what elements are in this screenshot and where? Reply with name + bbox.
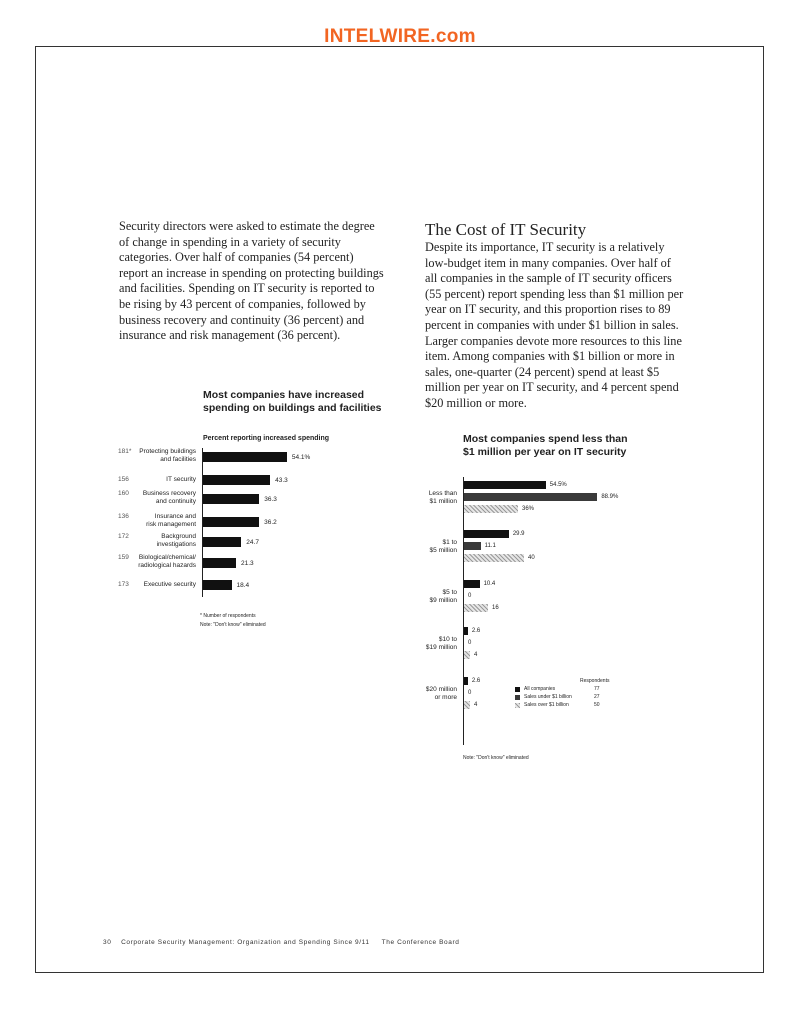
- legend-count-over: 50: [594, 702, 600, 708]
- chart1-respondents: 159: [118, 554, 129, 561]
- legend-header: Respondents: [580, 678, 610, 684]
- chart2-value-label: 0: [468, 593, 472, 599]
- chart1-bar: [203, 580, 232, 590]
- chart1-respondents: 181*: [118, 448, 132, 455]
- chart2-group-line1: $5 to: [442, 589, 457, 596]
- chart2-bar-under: [464, 542, 481, 550]
- chart2-bar-over: [464, 505, 518, 513]
- legend-swatch-under: [515, 695, 520, 700]
- chart1-value-label: 21.3: [241, 560, 254, 567]
- chart1-subtitle: Percent reporting increased spending: [203, 435, 330, 442]
- chart2-value-label: 16: [492, 605, 499, 611]
- section-paragraph: Despite its importance, IT security is a relatively low-budget item in many companies. Over half of all companies in the sample of IT security officers (55 percent) report spending less than $1 million per year on IT security, and this proportion rises to 89 percent in companies with under $1 billion in sales. Larger companies devote more resources to this line item. Among companies with $1 billion or more in sales, one-quarter (24 percent) spend at least $5 million per year on IT security, and 4 percent spend $20 million or more.: [425, 240, 684, 410]
- chart1-respondents: 173: [118, 581, 129, 588]
- chart2-group-line1: $20 million: [425, 686, 457, 693]
- chart1-category-line1: Business recovery: [142, 490, 196, 497]
- chart1-footnote: * Number of respondents: [200, 613, 256, 619]
- chart1-respondents: 160: [118, 490, 129, 497]
- chart2-bar-over: [464, 651, 470, 659]
- chart2-value-label: 2.6: [471, 678, 481, 684]
- chart2-value-label: 10.4: [483, 581, 496, 587]
- footer-book-title: Corporate Security Management: Organization and Spending Since 9/11: [121, 939, 370, 946]
- chart1-bar: [203, 452, 287, 462]
- chart1-value-label: 18.4: [236, 582, 250, 589]
- chart2-title-line2: $1 million per year on IT security: [463, 445, 627, 458]
- chart1-category-line1: Background: [161, 533, 196, 540]
- legend-count-under: 27: [594, 694, 600, 700]
- chart1-respondents: 136: [118, 513, 129, 520]
- chart1-category-label: [130, 448, 196, 464]
- chart1-value-label: 43.3: [275, 477, 288, 484]
- chart1-value-label: 24.7: [246, 539, 259, 546]
- chart1-respondents: 156: [118, 476, 129, 483]
- chart2-group-label: [395, 686, 457, 702]
- chart1-title: [203, 389, 382, 414]
- chart2-title: [463, 433, 628, 458]
- chart2-value-label: 54.5%: [549, 482, 567, 488]
- legend-label-under: Sales under $1 billion: [524, 694, 572, 700]
- chart2-group-label: [395, 490, 457, 506]
- legend-swatch-all: [515, 687, 520, 692]
- chart1-bar: [203, 558, 236, 568]
- page-footer: [103, 939, 459, 946]
- chart1-category-label: [130, 490, 196, 506]
- chart1-category-line2: and continuity: [155, 498, 196, 505]
- chart2-group-label: [395, 539, 457, 555]
- chart2-bar-over: [464, 604, 488, 612]
- footer-page-number: 30: [103, 939, 112, 946]
- legend-item-all: [515, 686, 635, 694]
- site-banner[interactable]: INTELWIRE.com: [324, 26, 476, 47]
- section-heading: The Cost of IT Security: [425, 220, 587, 239]
- chart1-category-line1: Biological/chemical/: [138, 554, 196, 561]
- chart2-note: Note: "Don't know" eliminated: [463, 755, 529, 761]
- legend-label-all: All companies: [524, 686, 556, 692]
- chart2-bar-over: [464, 701, 470, 709]
- chart1-bar: [203, 537, 241, 547]
- footer-publisher: The Conference Board: [381, 939, 460, 946]
- chart2-group-line1: $1 to: [442, 539, 457, 546]
- chart1-notes: [200, 612, 266, 630]
- chart2-value-label: 2.6: [471, 628, 481, 634]
- chart2-value-label: 0: [468, 640, 472, 646]
- chart2-group-line2: $5 million: [429, 547, 457, 554]
- chart1-bar: [203, 494, 259, 504]
- intro-paragraph: Security directors were asked to estimate the degree of change in spending in a variety of security categories. Over half of companies (54 percent) report an increase in spending on protecting buildings and facilities. Spending on IT security is reported to be rising by 43 percent of companies, followed by business recovery and continuity (36 percent) and insurance and risk management (36 percent).: [119, 219, 384, 343]
- chart1-title-line2: spending on buildings and facilities: [203, 401, 382, 414]
- chart2-bar-all: [464, 481, 546, 489]
- chart1-category-label: [130, 476, 196, 484]
- legend-item-under: [515, 694, 635, 702]
- chart1-category-line2: and facilities: [160, 456, 196, 463]
- chart1-category-label: [130, 554, 196, 570]
- chart1-category-label: [130, 513, 196, 529]
- chart1-respondents: 172: [118, 533, 129, 540]
- chart2-bar-all: [464, 530, 509, 538]
- legend-count-all: 77: [594, 686, 600, 692]
- chart2-bar-all: [464, 627, 468, 635]
- chart1-category-line2: Executive security: [143, 581, 196, 588]
- chart1-category-line1: Insurance and: [154, 513, 196, 520]
- chart2-group-line1: Less than: [428, 490, 457, 497]
- chart1-category-line2: IT security: [166, 476, 196, 483]
- chart1-category-line2: radiological hazards: [138, 562, 196, 569]
- chart2-value-label: 40: [528, 555, 535, 561]
- chart2-bar-all: [464, 677, 468, 685]
- chart2-group-line2: $1 million: [429, 498, 457, 505]
- chart2-title-line1: Most companies spend less than: [463, 433, 628, 445]
- chart2-value-label: 4: [474, 652, 478, 658]
- chart2-value-label: 11.1: [484, 543, 496, 549]
- chart2-group-line2: $19 million: [425, 644, 457, 651]
- chart1-value-label: 54.1%: [291, 454, 311, 461]
- legend-item-over: [515, 702, 635, 710]
- chart1-bar: [203, 517, 259, 527]
- page-frame: [35, 46, 764, 973]
- chart2-value-label: 36%: [522, 506, 535, 512]
- chart2-group-label: [395, 636, 457, 652]
- chart1-title-line1: Most companies have increased: [203, 389, 365, 401]
- chart1-category-line2: investigations: [156, 541, 196, 548]
- chart1-category-label: [130, 533, 196, 549]
- chart1-category-line1: Protecting buildings: [139, 448, 196, 455]
- chart2-value-label: 0: [468, 690, 472, 696]
- chart2-bar-under: [464, 493, 597, 501]
- chart2-value-label: 29.9: [512, 531, 525, 537]
- chart2-group-label: [395, 589, 457, 605]
- chart2-value-label: 88.9%: [601, 494, 619, 500]
- chart2-bar-all: [464, 580, 480, 588]
- legend-swatch-over: [515, 703, 520, 708]
- chart2-group-line2: $9 million: [429, 597, 457, 604]
- chart2-group-line2: or more: [434, 694, 457, 701]
- legend-label-over: Sales over $1 billion: [524, 702, 569, 708]
- chart1-category-label: [130, 581, 196, 589]
- chart1-note: Note: "Don't know" eliminated: [200, 622, 266, 628]
- chart2-bar-over: [464, 554, 524, 562]
- chart1-value-label: 36.3: [264, 496, 277, 503]
- chart1-bar: [203, 475, 270, 485]
- chart2-group-line1: $10 to: [438, 636, 457, 643]
- chart1-value-label: 36.2: [264, 519, 277, 526]
- chart2-value-label: 4: [474, 702, 478, 708]
- chart1-category-line2: risk management: [146, 521, 196, 528]
